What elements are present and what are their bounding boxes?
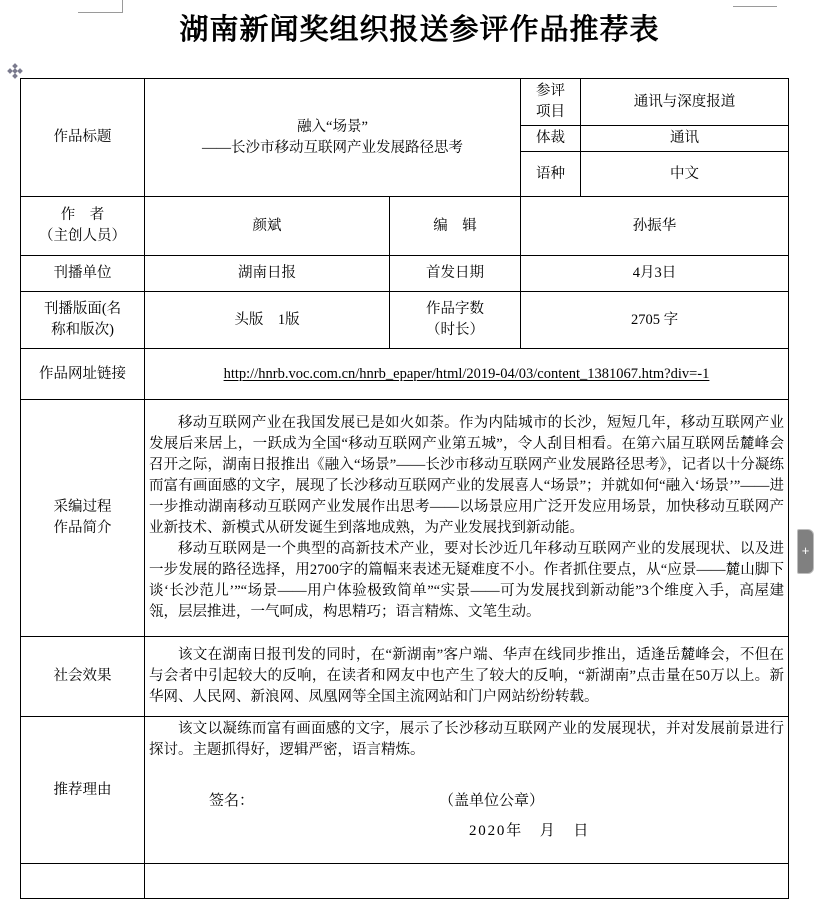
crop-mark-top-right <box>733 0 777 7</box>
cell-publisher-value: 湖南日报 <box>145 256 390 292</box>
insert-plus-icon[interactable]: + <box>797 529 814 574</box>
process-label-line-2: 作品简介 <box>53 520 112 537</box>
edition-label-line-2: 称和版次) <box>51 322 114 339</box>
cell-social-value <box>145 637 789 717</box>
author-label-line-1: 作 者 <box>60 207 105 224</box>
reason-paragraph: 该文以凝练而富有画面感的文字，展示了长沙移动互联网产业的发展现状，并对发展前景进行探讨。主题抓得好，逻辑严密，语言精炼。 <box>149 721 784 759</box>
table-row-author <box>21 197 789 256</box>
work-title-line-2: ——长沙市移动互联网产业发展路径思考 <box>202 139 463 156</box>
table-row-next-partial <box>21 864 789 899</box>
cell-language-value: 中文 <box>581 152 789 197</box>
cell-wordcount-value: 2705 字 <box>521 292 789 349</box>
table-row-edition <box>21 292 789 349</box>
cell-process-label <box>21 400 145 637</box>
seal-label: （盖单位公章） <box>439 793 545 810</box>
cell-next-label <box>21 864 145 899</box>
table-row-social-effect <box>21 637 789 717</box>
table-row-url <box>21 349 789 400</box>
signature-block <box>149 787 784 861</box>
cell-author-value: 颜斌 <box>145 197 390 256</box>
cell-publisher-label: 刊播单位 <box>21 256 145 292</box>
cell-editor-label: 编 辑 <box>390 197 521 256</box>
cell-first-date-label: 首发日期 <box>390 256 521 292</box>
cell-reason-label: 推荐理由 <box>21 717 145 864</box>
category-label-line-2: 项目 <box>536 104 565 121</box>
cell-edition-label <box>21 292 145 349</box>
page-title: 湖南新闻奖组织报送参评作品推荐表 <box>179 14 660 46</box>
table-move-handle-icon[interactable] <box>8 64 22 78</box>
wordcount-label-line-2: （时长） <box>426 322 484 339</box>
edition-label-line-1: 刊播版面(名 <box>43 301 122 318</box>
cell-editor-value: 孙振华 <box>521 197 789 256</box>
recommendation-form-table <box>20 78 789 899</box>
author-label-line-2: （主创人员） <box>39 228 126 245</box>
table-row-process <box>21 400 789 637</box>
process-paragraph-1: 移动互联网产业在我国发展已是如火如荼。作为内陆城市的长沙，短短几年，移动互联网产业发展后来居上，一跃成为全国“移动互联网产业第五城”，令人刮目相看。在第六届互联网岳麓峰会召开之际，湖南日报推出《融入“场景”——长沙市移动互联网产业发展路径思考》，记者以十分凝练而富有画面感的文字，展现了长沙移动互联网产业的发展喜人“场景”；并就如何“融入‘场景’”——进一步推动湖南移动互联网产业发展作出思考——以场景应用广泛开发应用场景，加快移动互联网产业新技术、新模式从研发诞生到落地成熟，为产业发展找到新动能。 <box>149 414 784 537</box>
cell-social-label: 社会效果 <box>21 637 145 717</box>
process-paragraph-2: 移动互联网是一个典型的高新技术产业，要对长沙近几年移动互联网产业的发展现状、以及进一步发展的路径选择，用2700字的篇幅来表述无疑难度不小。作者抓住要点，从“应景——麓山脚下谈‘长沙范儿’”“场景——用户体验极致简单”“实景——可为发展找到新动能”3个维度入手，高屋建瓴，层层推进，一气呵成，构思精巧；语言精炼、文笔生动。 <box>149 541 784 621</box>
signature-date: 2020年 月 日 <box>469 823 591 840</box>
cell-language-label: 语种 <box>521 152 581 197</box>
cell-work-title-value <box>145 79 521 197</box>
cell-work-title-label: 作品标题 <box>21 79 145 197</box>
cell-first-date-value: 4月3日 <box>521 256 789 292</box>
cell-next-value <box>145 864 789 899</box>
cell-url-label: 作品网址链接 <box>21 349 145 400</box>
cell-url-value[interactable] <box>145 349 789 400</box>
cell-process-value <box>145 400 789 637</box>
work-title-line-1: 融入“场景” <box>297 118 368 135</box>
table-row-work-title <box>21 79 789 126</box>
table-row-reason <box>21 717 789 864</box>
cell-edition-value: 头版 1版 <box>145 292 390 349</box>
cell-genre-label: 体裁 <box>521 126 581 152</box>
signature-label: 签名： <box>209 793 255 810</box>
cell-genre-value: 通讯 <box>581 126 789 152</box>
cell-wordcount-label <box>390 292 521 349</box>
category-label-line-1: 参评 <box>536 83 565 99</box>
cell-category-value: 通讯与深度报道 <box>581 79 789 126</box>
wordcount-label-line-1: 作品字数 <box>426 301 484 318</box>
table-row-publisher <box>21 256 789 292</box>
cell-category-label <box>521 79 581 126</box>
process-label-line-1: 采编过程 <box>53 499 112 516</box>
work-url-link[interactable]: http://hnrb.voc.com.cn/hnrb_epaper/html/2019-04/03/content_1381067.htm?div=-1 <box>223 365 710 382</box>
cell-reason-value <box>145 717 789 864</box>
cell-author-label <box>21 197 145 256</box>
social-paragraph: 该文在湖南日报刊发的同时，在“新湖南”客户端、华声在线同步推出，适逢岳麓峰会，不但在与会者中引起较大的反响，在读者和网友中也产生了较大的反响，“新湖南”点击量在50万以上。新华网、人民网、新浪网、凤凰网等全国主流网站和门户网站纷纷转载。 <box>149 647 784 706</box>
